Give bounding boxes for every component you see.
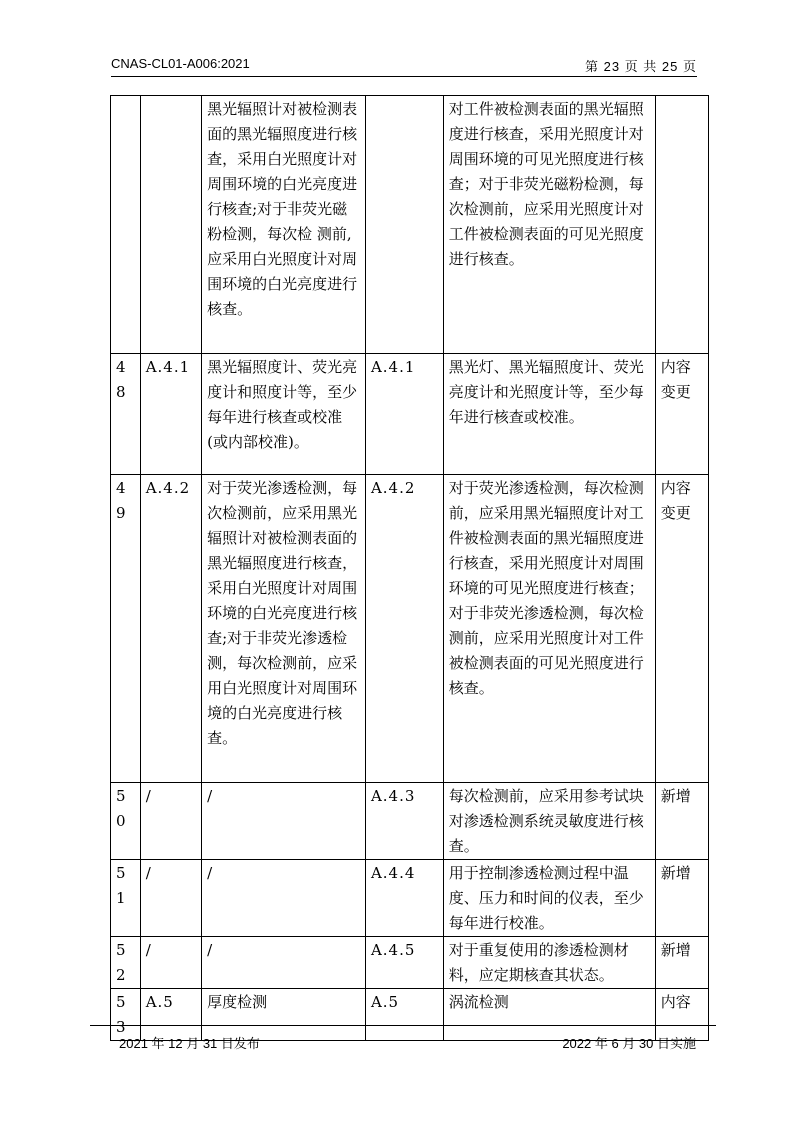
- table-row: [111, 354, 709, 475]
- old-clause: A.4.1: [140, 354, 201, 475]
- new-text: 黑光灯、黑光辐照度计、荧光亮度计和光照度计等，至少每年进行核查或校准。: [443, 354, 655, 475]
- change-note: 新增: [655, 937, 708, 989]
- table-row: [111, 860, 709, 937]
- old-text: /: [202, 783, 366, 860]
- implement-date: 2022 年 6 月 30 日实施: [562, 1036, 696, 1051]
- change-note: [655, 96, 708, 354]
- table-row: [111, 937, 709, 989]
- revision-comparison-table: [110, 95, 709, 1041]
- change-note: 内容: [655, 989, 708, 1041]
- old-clause: /: [140, 783, 201, 860]
- table-row: [111, 783, 709, 860]
- old-text: 黑光辐照度计、荧光亮度计和照度计等，至少每年进行核查或校准(或内部校准)。: [202, 354, 366, 475]
- old-clause: [140, 96, 201, 354]
- new-clause: [365, 96, 443, 354]
- old-clause: /: [140, 860, 201, 937]
- row-number: 50: [111, 783, 141, 860]
- old-clause: /: [140, 937, 201, 989]
- new-clause: A.4.2: [365, 475, 443, 783]
- old-text: 对于荧光渗透检测，每次检测前，应采用黑光辐照计对被检测表面的黑光辐照度进行核查，采用白光照度计对周围环境的白光亮度进行核查;对于非荧光渗透检测，每次检测前，应采用白光照度计对周围环境的白光亮度进行核查。: [202, 475, 366, 783]
- new-clause: A.4.3: [365, 783, 443, 860]
- row-number: 53: [111, 989, 141, 1041]
- change-note: 新增: [655, 860, 708, 937]
- new-text: 对工件被检测表面的黑光辐照度进行核查，采用光照度计对周围环境的可见光照度进行核查；对于非荧光磁粉检测，每次检测前，应采用光照度计对工件被检测表面的可见光照度进行核查。: [443, 96, 655, 354]
- table-row: [111, 475, 709, 783]
- new-text: 对于荧光渗透检测，每次检测前，应采用黑光辐照度计对工件被检测表面的黑光辐照度进行核查，采用光照度计对周围环境的可见光照度进行核查；对于非荧光渗透检测，每次检测前，应采用光照度计对工件被检测表面的可见光照度进行核查。: [443, 475, 655, 783]
- footer-divider: [90, 1025, 716, 1026]
- header-divider: [111, 76, 697, 77]
- document-code: CNAS-CL01-A006:2021: [111, 56, 250, 71]
- row-number: 51: [111, 860, 141, 937]
- old-clause: A.4.2: [140, 475, 201, 783]
- change-note: 内容变更: [655, 475, 708, 783]
- publish-date: 2021 年 12 月 31 日发布: [119, 1036, 260, 1051]
- row-number: 48: [111, 354, 141, 475]
- row-number: 49: [111, 475, 141, 783]
- new-text: 每次检测前，应采用参考试块对渗透检测系统灵敏度进行核查。: [443, 783, 655, 860]
- new-clause: A.4.4: [365, 860, 443, 937]
- page-header: [111, 54, 697, 74]
- old-text: /: [202, 937, 366, 989]
- new-text: 涡流检测: [443, 989, 655, 1041]
- change-note: 新增: [655, 783, 708, 860]
- new-clause: A.5: [365, 989, 443, 1041]
- new-text: 用于控制渗透检测过程中温度、压力和时间的仪表，至少每年进行校准。: [443, 860, 655, 937]
- page-number: 第 23 页 共 25 页: [585, 59, 697, 74]
- table-row: [111, 96, 709, 354]
- old-text: 厚度检测: [202, 989, 366, 1041]
- row-number: 52: [111, 937, 141, 989]
- old-clause: A.5: [140, 989, 201, 1041]
- change-note: 内容变更: [655, 354, 708, 475]
- old-text: 黑光辐照计对被检测表面的黑光辐照度进行核查，采用白光照度计对周围环境的白光亮度进行核查;对于非荧光磁粉检测，每次检 测前,应采用白光照度计对周围环境的白光亮度进行核查。: [202, 96, 366, 354]
- row-number: [111, 96, 141, 354]
- old-text: /: [202, 860, 366, 937]
- new-clause: A.4.5: [365, 937, 443, 989]
- new-text: 对于重复使用的渗透检测材料，应定期核查其状态。: [443, 937, 655, 989]
- new-clause: A.4.1: [365, 354, 443, 475]
